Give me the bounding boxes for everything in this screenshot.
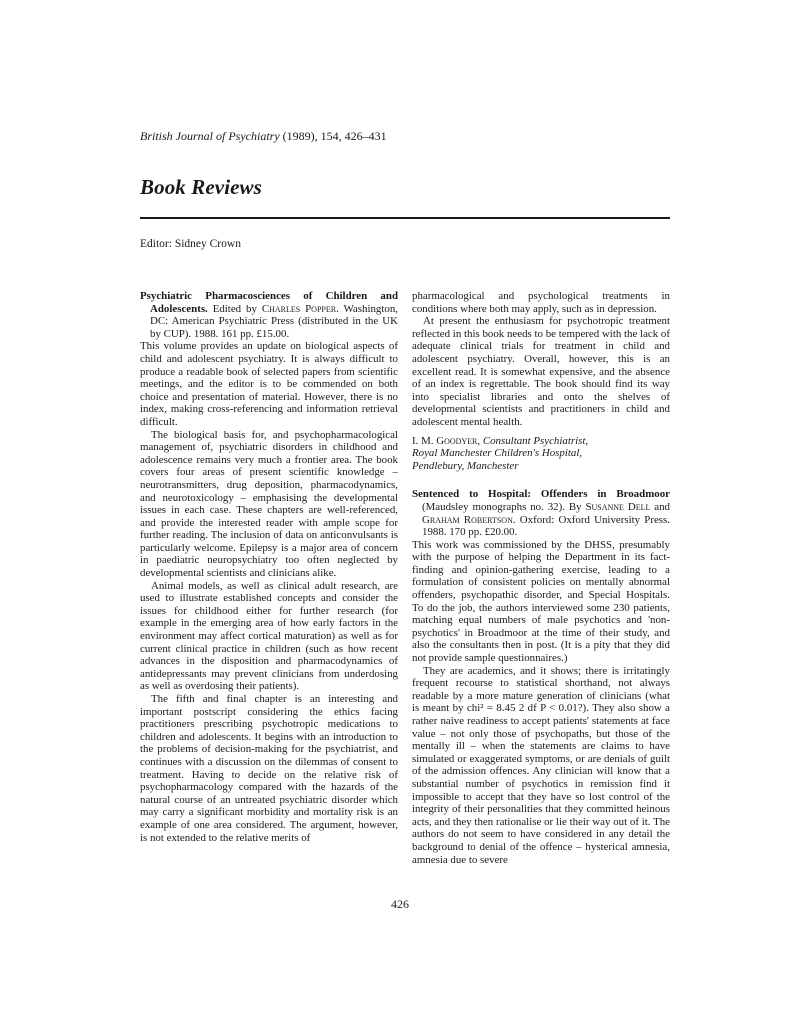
review1-edited-by: Edited by	[212, 302, 257, 315]
journal-name: British Journal of Psychiatry	[140, 129, 280, 143]
review1-paragraph-4: The fifth and final chapter is an interesting and important postscript considering the ethics facing practitioners prescribing psychotropic medications to children and adolescents. It begins with an introduction to the problems of decision-making for the psychiatrist, and continues with a discussion on the dilemmas of consent to treatment. Having to decide on the relative risk of psychopharmacology compared with the hazards of the natural course of an untreated psychiatric disorder which may carry a significant morbidity and mortality risk is an example of one area considered. The argument, however, is not extended to the relative merits of	[140, 693, 398, 844]
reviewer-place: Pendlebury, Manchester	[412, 459, 519, 472]
review2-series: (Maudsley monographs no. 32). By	[422, 500, 582, 513]
right-column	[412, 290, 670, 866]
review2-title: Sentenced to Hospital: Offenders in Broadmoor	[412, 488, 670, 501]
review1-heading	[140, 290, 398, 340]
title-rule	[140, 217, 670, 219]
citation-details: (1989), 154, 426–431	[279, 129, 387, 143]
review2-author2: Graham Robertson.	[422, 513, 516, 526]
review2-paragraph-1: This work was commissioned by the DHSS, presumably with the purpose of helping the Department in its fact-finding and opinion-gathering exercise, leading to a formulation of consistent policies on mentally abnormal offenders, psychopathic disorder, and Special Hospitals. To do the job, the authors interviewed some 230 patients, matching equal numbers of male psychotics and 'non-psychotics' in Broadmoor at the time of their study, and also the consultants then in post. (It is a pity that they did not provide sample questionnaires.)	[412, 538, 670, 665]
page-number: 426	[391, 897, 409, 911]
review1-paragraph-last: At present the enthusiasm for psychotropic treatment reflected in this book needs to be tempered with the lack of adequate clinical trials for treatment in child and adolescent psychiatry. Overall, however, this is an excellent read. It is somewhat expensive, and the absence of an index is regrettable. The book should find its way into specialist libraries and onto the shelves of developmental scientists and practitioners in child and adolescent mental health.	[412, 315, 670, 428]
section-title: Book Reviews	[140, 175, 262, 199]
review2-author1: Susanne Dell	[585, 500, 651, 513]
reviewer-name: I. M. Goodyer,	[412, 434, 481, 447]
review2-heading	[412, 488, 670, 538]
left-column	[140, 290, 398, 844]
review2-paragraph-2: They are academics, and it shows; there is irritatingly frequent recourse to statistical shorthand, not always readable by a more mature generation of clinicians (what is meant by chi² = 8.45 2 df P < 0.01?). They also show a rather naive readiness to accept patients' statements at face value – not only those of psychopaths, but those of the mentally ill – when the statements are claims to have simulated or exaggerated symptoms, or are denials of guilt of the admission offences. Any clinician will know that a substantial number of psychotics in remission find it impossible to accept that they have so lost control of the integrity of their personalities that they committed heinous acts, and they then rationalise or lie their way out of it. The authors do not seem to have considered in any detail the background to denial of the offence – hysterical amnesia, amnesia due to severe	[412, 664, 670, 866]
review1-publication: Washington, DC: American Psychiatric Press (distributed in the UK by CUP). 1988. 161 pp. £15.00.	[150, 302, 398, 340]
reviewer-name-line	[412, 435, 670, 448]
review1-paragraph-1: This volume provides an update on biological aspects of child and adolescent psychiatry. It is always difficult to produce a readable book of selected papers from scientific meetings, and the editor is to be commended on both choice and presentation of material. However, there is no index, making cross-referencing and information retrieval difficult.	[140, 340, 398, 428]
reviewer-hospital: Royal Manchester Children's Hospital,	[412, 447, 583, 460]
review1-paragraph-3: Animal models, as well as clinical adult research, are used to illustrate established concepts and consider the issues for childhood either for further research (for example in the emerging area of how early factors in the environment may affect cortical maturation) as well as for current clinical practice in children (such as how recent advances in the disposition and pharmacodynamics of antidepressants may prevent clinicians from underdosing as well as overdosing their patients).	[140, 579, 398, 693]
review2-publication: Oxford: Oxford University Press. 1988. 170 pp. £20.00.	[422, 513, 670, 539]
journal-citation	[140, 129, 387, 143]
reviewer-title: Consultant Psychiatrist,	[480, 434, 589, 447]
review1-editor-name: Charles Popper.	[261, 302, 339, 315]
review2-and: and	[654, 500, 670, 513]
review1-signature	[412, 435, 670, 473]
review1-continuation: pharmacological and psychological treatments in conditions where both may apply, such as in depression.	[412, 290, 670, 315]
review1-title: Psychiatric Pharmacosciences of Children and Adolescents.	[140, 290, 398, 315]
editor-line: Editor: Sidney Crown	[140, 238, 241, 250]
review1-paragraph-2: The biological basis for, and psychopharmacological management of, psychiatric disorders in childhood and adolescence remains very much a frontier area. The book covers four areas of present scientific knowledge – neurotransmitters, drug deposition, pharmacodynamics, and neurotoxicology – emphasising the developmental issues in each case. These chapters are well-referenced, and provide the interested reader with ample scope for further reading. The inclusion of data on anticonvulsants is particularly welcome. Epilepsy is a major area of concern in paediatric neuropsychiatry too often neglected by developmental scientists and clinicians alike.	[140, 428, 398, 580]
